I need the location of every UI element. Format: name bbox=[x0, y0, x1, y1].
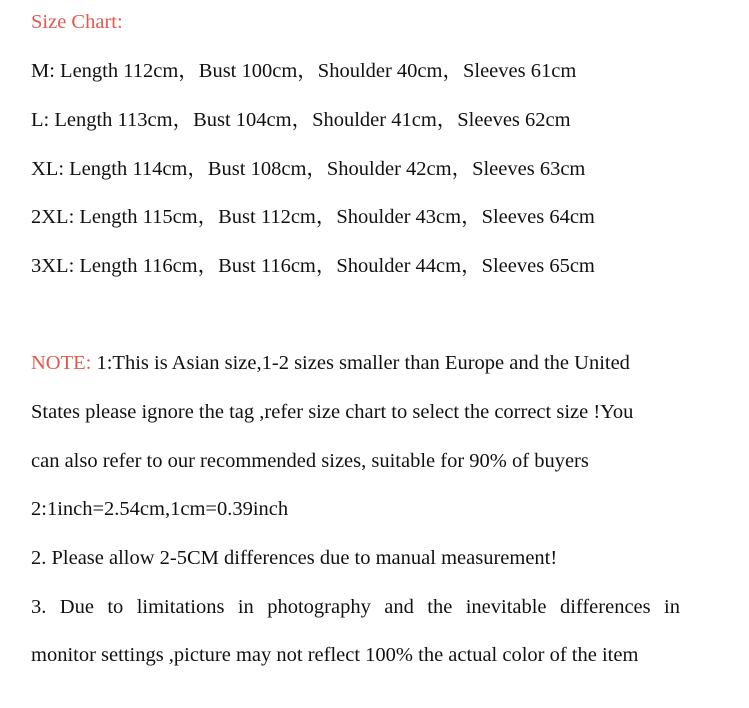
size-row-xl: XL: Length 114cm，Bust 108cm，Shoulder 42cm，Sleeves 63cm bbox=[31, 158, 586, 180]
note-text-1: 1:This is Asian size,1-2 sizes smaller than Europe and the United bbox=[91, 352, 630, 374]
note-label: NOTE: bbox=[31, 352, 92, 374]
size-chart-title: Size Chart: bbox=[31, 11, 123, 33]
note-conversion: 2:1inch=2.54cm,1cm=0.39inch bbox=[31, 498, 289, 520]
size-row-2xl: 2XL: Length 115cm，Bust 112cm，Shoulder 43cm，Sleeves 64cm bbox=[31, 206, 595, 228]
note-measurement: 2. Please allow 2-5CM differences due to manual measurement! bbox=[31, 547, 558, 569]
note-line-2: States please ignore the tag ,refer size chart to select the correct size !You bbox=[31, 401, 634, 423]
note-photography-line-1: 3. Due to limitations in photography and the inevitable differences in bbox=[31, 596, 680, 618]
note-photography-line-2: monitor settings ,picture may not reflect 100% the actual color of the item bbox=[31, 644, 639, 666]
size-row-3xl: 3XL: Length 116cm，Bust 116cm，Shoulder 44cm，Sleeves 65cm bbox=[31, 255, 595, 277]
note-line-1 bbox=[31, 351, 630, 375]
size-row-m: M: Length 112cm，Bust 100cm，Shoulder 40cm，Sleeves 61cm bbox=[31, 60, 577, 82]
note-line-3: can also refer to our recommended sizes, suitable for 90% of buyers bbox=[31, 450, 589, 472]
size-row-l: L: Length 113cm，Bust 104cm，Shoulder 41cm，Sleeves 62cm bbox=[31, 109, 571, 131]
